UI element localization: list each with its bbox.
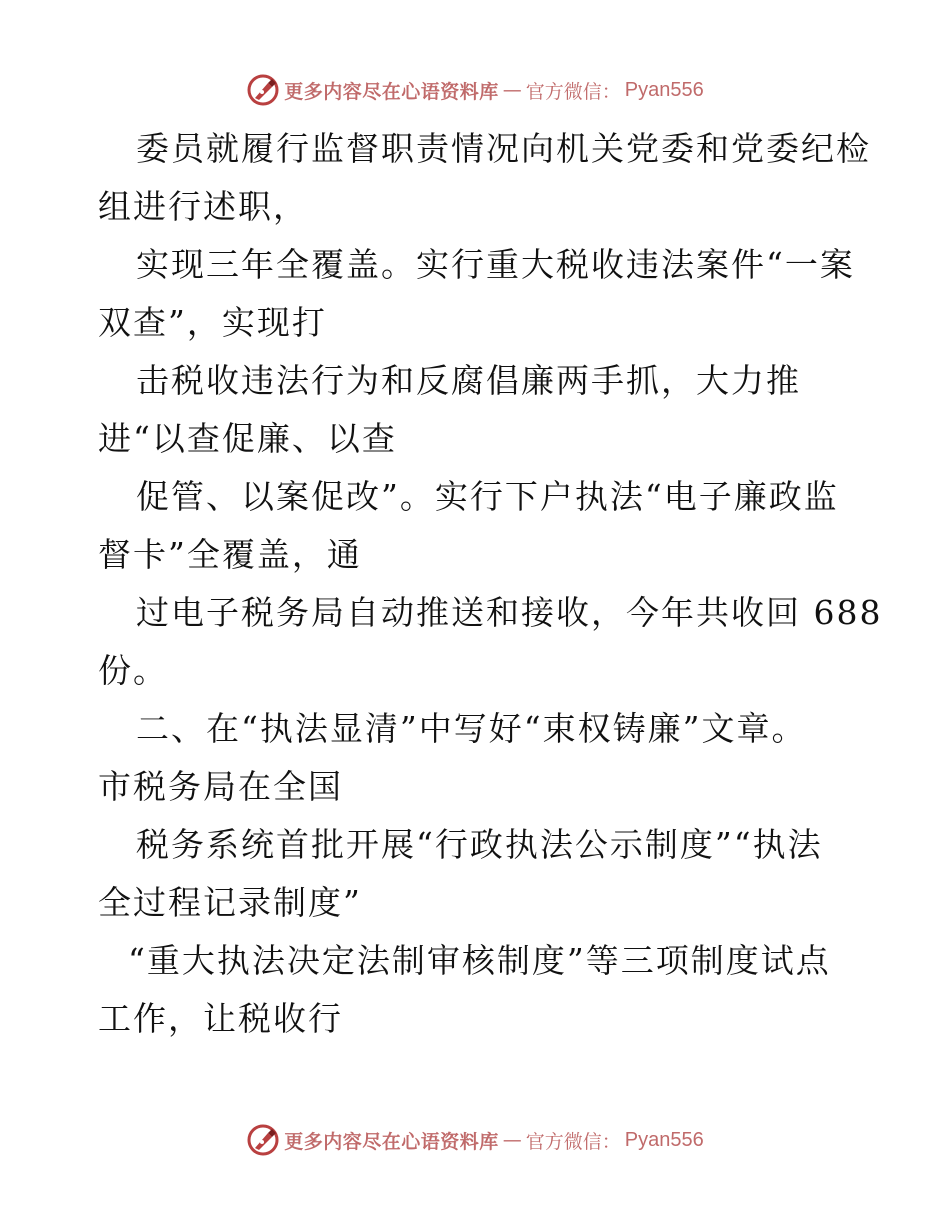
header-banner-wechat-id: Pyan556 [624, 78, 704, 101]
header-banner-text: 更多内容尽在心语资料库 [284, 80, 499, 103]
pen-nib-logo-icon [246, 1123, 280, 1157]
header-banner-content [246, 73, 704, 107]
text-line: 委员就履行监督职责情况向机关党委和党委纪检 [136, 129, 871, 168]
footer-banner-content [246, 1123, 704, 1157]
footer-banner-label: 官方微信： [525, 1130, 621, 1153]
text-line: 份。 [98, 651, 168, 690]
text-line: 全过程记录制度” [98, 883, 362, 922]
document-body [98, 120, 883, 1048]
text-line: “重大执法决定法制审核制度”等三项制度试点 [128, 941, 831, 980]
text-line: 工作，让税收行 [98, 999, 343, 1038]
text-line: 进“以查促廉、以查 [98, 419, 397, 458]
text-line: 市税务局在全国 [98, 767, 343, 806]
text-line: 组进行述职， [98, 187, 308, 226]
header-banner [0, 70, 950, 110]
footer-banner-text: 更多内容尽在心语资料库 [284, 1130, 499, 1153]
text-line: 二、在“执法显清”中写好“束权铸廉”文章。 [136, 709, 807, 748]
header-banner-label: 官方微信： [525, 80, 621, 103]
text-line: 实现三年全覆盖。实行重大税收违法案件“一案 [136, 245, 855, 284]
text-line: 督卡”全覆盖，通 [98, 535, 362, 574]
text-line: 双查”，实现打 [98, 303, 327, 342]
text-line: 击税收违法行为和反腐倡廉两手抓，大力推 [136, 361, 801, 400]
text-line: 过电子税务局自动推送和接收，今年共收回 688 [136, 593, 883, 632]
footer-banner [0, 1120, 950, 1160]
pen-nib-logo-icon [246, 73, 280, 107]
text-line: 税务系统首批开展“行政执法公示制度”“执法 [136, 825, 823, 864]
header-banner-separator: — [502, 79, 522, 101]
footer-banner-wechat-id: Pyan556 [624, 1128, 704, 1151]
text-line: 促管、以案促改”。实行下户执法“电子廉政监 [136, 477, 839, 516]
footer-banner-separator: — [502, 1129, 522, 1151]
